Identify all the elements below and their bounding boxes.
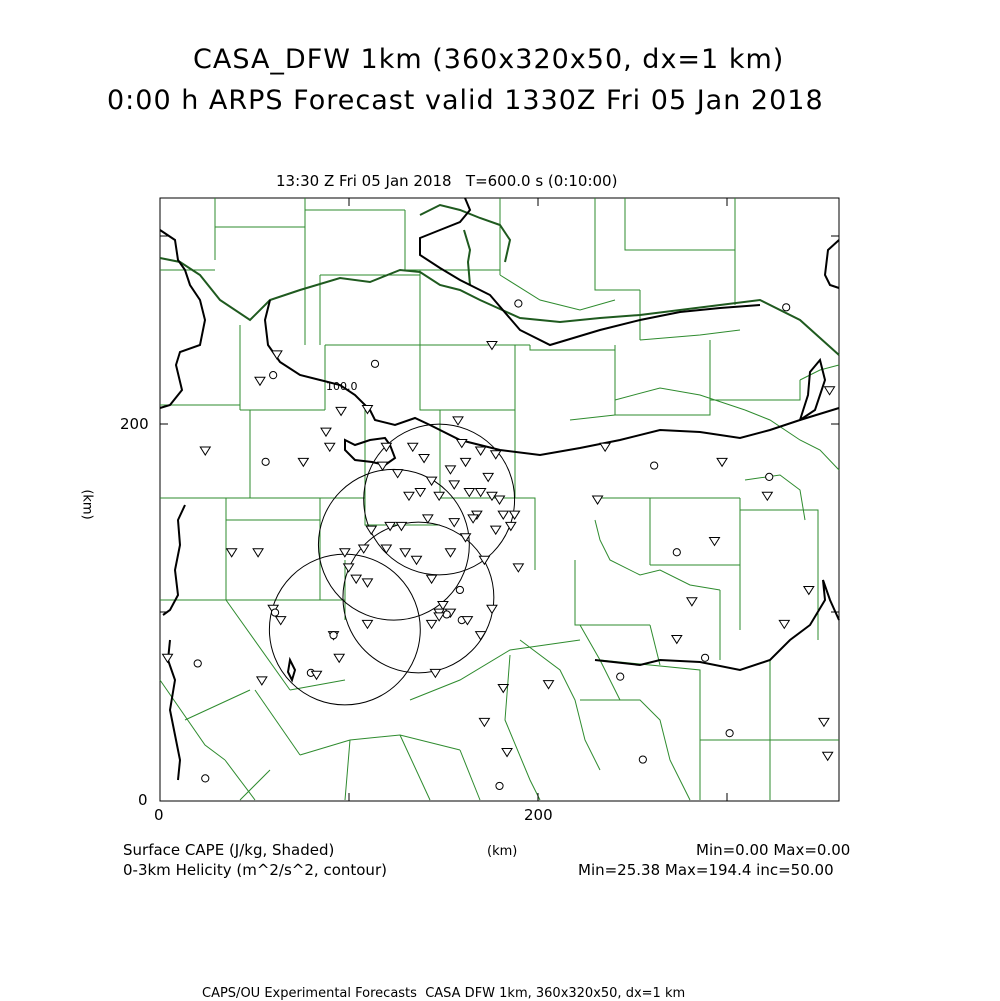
station-triangle-marker: [600, 443, 610, 451]
station-triangle-marker: [593, 496, 603, 504]
station-circle-marker: [330, 632, 337, 639]
station-triangle-marker: [434, 613, 444, 621]
station-triangle-marker: [672, 635, 682, 643]
legend-field1-name: Surface CAPE (J/kg, Shaded): [123, 841, 335, 859]
station-triangle-marker: [272, 351, 282, 359]
station-triangle-marker: [253, 549, 263, 557]
station-triangle-marker: [513, 564, 523, 572]
station-triangle-marker: [378, 462, 388, 470]
station-triangle-marker: [334, 654, 344, 662]
station-triangle-marker: [823, 752, 833, 760]
station-circle-marker: [371, 360, 378, 367]
station-circle-marker: [456, 586, 463, 593]
y-axis-label: (km): [79, 489, 95, 520]
station-circle-marker: [496, 782, 503, 789]
station-triangle-marker: [336, 407, 346, 415]
station-circle-marker: [515, 300, 522, 307]
station-triangle-marker: [461, 458, 471, 466]
legend-field2-name: 0-3km Helicity (m^2/s^2, contour): [123, 861, 387, 879]
station-triangle-marker: [476, 488, 486, 496]
station-triangle-marker: [449, 519, 459, 527]
station-triangle-marker: [298, 458, 308, 466]
station-circle-marker: [673, 549, 680, 556]
station-triangle-marker: [200, 447, 210, 455]
radar-range-circles: [269, 424, 514, 705]
x-axis-label: (km): [487, 844, 518, 859]
x-tick-200: 200: [524, 806, 553, 824]
legend-field2-stats: Min=25.38 Max=194.4 inc=50.00: [578, 861, 834, 879]
station-triangle-marker: [717, 458, 727, 466]
station-circle-marker: [783, 304, 790, 311]
station-circle-marker: [639, 756, 646, 763]
station-triangle-marker: [687, 598, 697, 606]
station-triangle-marker: [257, 677, 267, 685]
station-triangle-marker: [325, 443, 335, 451]
station-triangle-marker: [362, 579, 372, 587]
station-circle-marker: [202, 775, 209, 782]
station-triangle-marker: [491, 526, 501, 534]
station-triangle-marker: [510, 511, 520, 519]
x-tick-0: 0: [154, 806, 164, 824]
station-triangle-marker: [502, 749, 512, 757]
station-triangle-marker: [453, 417, 463, 425]
station-triangle-marker: [351, 575, 361, 583]
station-triangle-marker: [393, 470, 403, 478]
station-circle-marker: [443, 611, 450, 618]
station-triangle-marker: [227, 549, 237, 557]
station-triangle-marker: [434, 492, 444, 500]
footer-credit: CAPS/OU Experimental Forecasts CASA DFW 1km, 360x320x50, dx=1 km: [202, 986, 686, 1001]
title-line-2: 0:00 h ARPS Forecast valid 1330Z Fri 05 Jan 2018: [107, 85, 824, 116]
station-triangle-marker: [495, 496, 505, 504]
helicity-contours-black: [160, 198, 839, 780]
legend-field1-stats: Min=0.00 Max=0.00: [696, 841, 851, 859]
station-triangle-marker: [464, 488, 474, 496]
station-circle-marker: [617, 673, 624, 680]
station-triangle-marker: [445, 466, 455, 474]
station-triangle-marker: [427, 620, 437, 628]
station-triangle-marker: [491, 451, 501, 459]
contour-label: 100.0: [326, 380, 358, 393]
station-triangle-marker: [710, 537, 720, 545]
station-markers: [163, 300, 835, 790]
station-triangle-marker: [276, 617, 286, 625]
station-triangle-marker: [457, 439, 467, 447]
station-triangle-marker: [340, 549, 350, 557]
station-triangle-marker: [427, 575, 437, 583]
station-triangle-marker: [423, 515, 433, 523]
station-circle-marker: [262, 458, 269, 465]
station-triangle-marker: [479, 556, 489, 564]
station-triangle-marker: [498, 511, 508, 519]
station-triangle-marker: [544, 681, 554, 689]
station-circle-marker: [766, 473, 773, 480]
station-triangle-marker: [362, 620, 372, 628]
station-triangle-marker: [396, 522, 406, 530]
station-triangle-marker: [476, 447, 486, 455]
station-circle-marker: [701, 654, 708, 661]
station-triangle-marker: [415, 488, 425, 496]
station-triangle-marker: [779, 620, 789, 628]
station-triangle-marker: [430, 669, 440, 677]
station-circle-marker: [726, 730, 733, 737]
station-triangle-marker: [400, 549, 410, 557]
station-triangle-marker: [412, 556, 422, 564]
station-triangle-marker: [487, 605, 497, 613]
station-triangle-marker: [404, 492, 414, 500]
station-triangle-marker: [506, 522, 516, 530]
y-tick-200: 200: [120, 415, 149, 433]
station-triangle-marker: [163, 654, 173, 662]
radar-range-circle-2: [318, 469, 469, 620]
title-line-1: CASA_DFW 1km (360x320x50, dx=1 km): [193, 44, 785, 75]
station-triangle-marker: [804, 586, 814, 594]
station-triangle-marker: [255, 377, 265, 385]
station-triangle-marker: [825, 387, 835, 395]
station-triangle-marker: [762, 492, 772, 500]
station-triangle-marker: [419, 455, 429, 463]
station-circle-marker: [271, 609, 278, 616]
y-tick-0: 0: [138, 791, 148, 809]
station-triangle-marker: [445, 549, 455, 557]
valid-time-subtitle: 13:30 Z Fri 05 Jan 2018 T=600.0 s (0:10:00): [276, 172, 618, 190]
station-triangle-marker: [449, 481, 459, 489]
station-triangle-marker: [483, 473, 493, 481]
station-triangle-marker: [819, 718, 829, 726]
station-triangle-marker: [479, 718, 489, 726]
station-circle-marker: [194, 660, 201, 667]
station-circle-marker: [651, 462, 658, 469]
station-triangle-marker: [321, 428, 331, 436]
station-circle-marker: [270, 372, 277, 379]
station-triangle-marker: [366, 526, 376, 534]
station-triangle-marker: [408, 443, 418, 451]
